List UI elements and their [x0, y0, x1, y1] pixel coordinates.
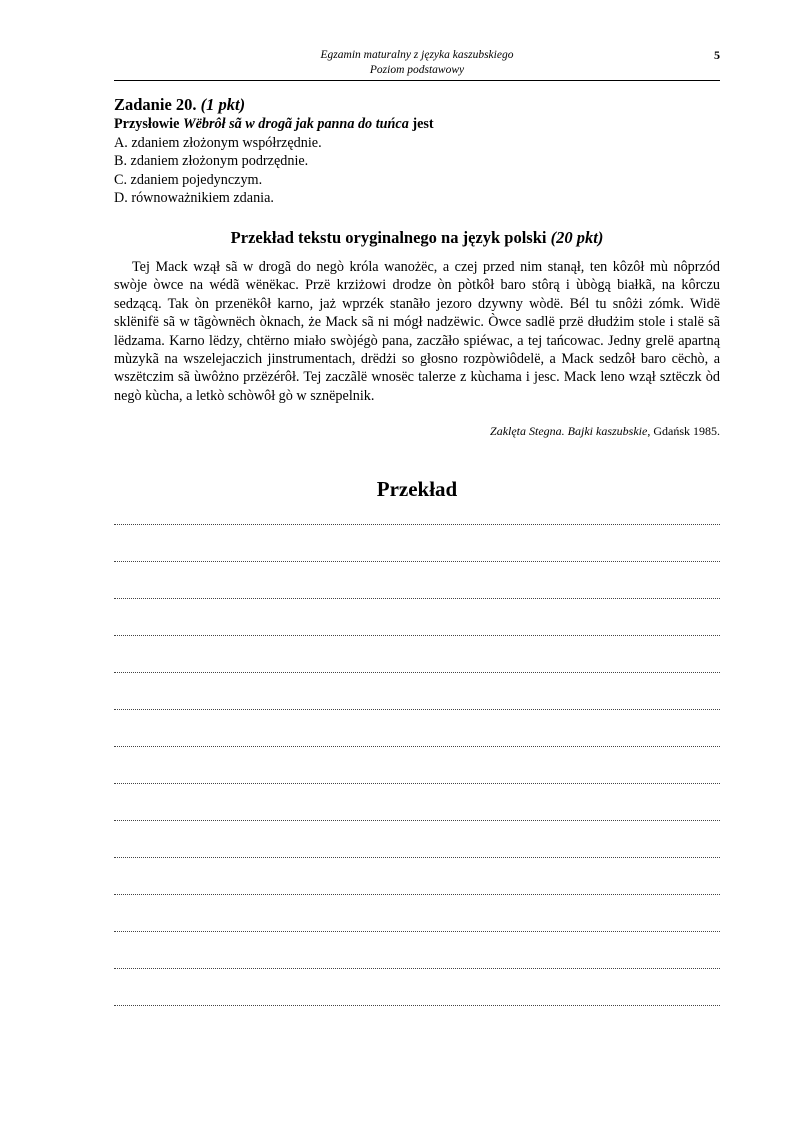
- page-header: [114, 48, 720, 81]
- question-prefix: Przysłowie: [114, 116, 180, 132]
- answer-option-c: C. zdaniem pojedynczym.: [114, 171, 263, 188]
- task-20: [114, 95, 720, 208]
- answer-line[interactable]: [114, 858, 720, 895]
- answer-line[interactable]: [114, 517, 720, 525]
- task-question: [114, 115, 720, 134]
- section-title-text: Przekład tekstu oryginalnego na język polski: [230, 228, 547, 247]
- page-number: 5: [714, 48, 720, 62]
- answer-line[interactable]: [114, 710, 720, 747]
- answer-option-d: D. równoważnikiem zdania.: [114, 190, 274, 206]
- answer-option-a: A. zdaniem złożonym współrzędnie.: [114, 134, 322, 151]
- answer-line[interactable]: [114, 562, 720, 599]
- question-suffix: jest: [412, 116, 434, 132]
- section-title: [114, 228, 720, 248]
- answer-line[interactable]: [114, 932, 720, 969]
- passage-source: [114, 424, 720, 439]
- answer-line[interactable]: [114, 747, 720, 784]
- answer-line[interactable]: [114, 895, 720, 932]
- proverb: Wëbrôł sã w drogã jak panna do tuńca: [182, 116, 409, 132]
- section-points: (20 pkt): [550, 228, 604, 247]
- answer-line[interactable]: [114, 599, 720, 636]
- task-title: [114, 95, 720, 115]
- answer-title: Przekład: [376, 477, 458, 501]
- exam-level: Poziom podstawowy: [369, 64, 465, 76]
- answer-line[interactable]: [114, 673, 720, 710]
- exam-title: Egzamin maturalny z języka kaszubskiego: [320, 49, 514, 61]
- task-points: (1 pkt): [200, 95, 246, 114]
- answer-line[interactable]: [114, 821, 720, 858]
- answer-line[interactable]: [114, 969, 720, 1006]
- answer-line[interactable]: [114, 784, 720, 821]
- answer-option-b: B. zdaniem złożonym podrzędnie.: [114, 153, 309, 169]
- answer-line[interactable]: [114, 525, 720, 562]
- source-passage: Tej Mack wzął sã w drogã do negò króla wanożëc, a czej przed nim stanął, ten kôzôł mù nôprzód swòje òwce na wédã wënëkac. Przë krziżowi drodze òn pòtkôł baro stôrą i ùbògą białkã, na kôrczu sedzącą. Tak òn przenëkôł karno, jaż wprzék stanãło jezoro dzywny wòdë. Bél tu snôżi zómk. Widë sklënifë sã w tãgòwnëch òknach, że Mack sã ni mógł nadzëwic. Òwce sadlë przë dłudżim stole i stalë sã lëdzama. Karno lëdzy, chtërno miało swòjégò pana, zaczãło spiéwac, a tej tańcowac. Jedny grelë apartną mùzykã na wszelejaczich jinstrumentach, drëdżi so głosno rozpòwiôdelë, a Mack sedzôł baro cëchò, a wszëtczim sã ùwôżno przëzérôł. Tej zaczãlë wnosëc talerze z kùchama i jesc. Mack leno wzął sztëczk òd negò kùcha, a letkò schòwôł gò w sznëpelnik.: [114, 259, 720, 404]
- answer-line[interactable]: [114, 636, 720, 673]
- source-details: , Gdańsk 1985.: [647, 424, 720, 438]
- task-number: Zadanie 20.: [114, 95, 197, 114]
- answer-lines[interactable]: [114, 517, 720, 1006]
- source-title: Zaklęta Stegna. Bajki kaszubskie: [490, 424, 648, 438]
